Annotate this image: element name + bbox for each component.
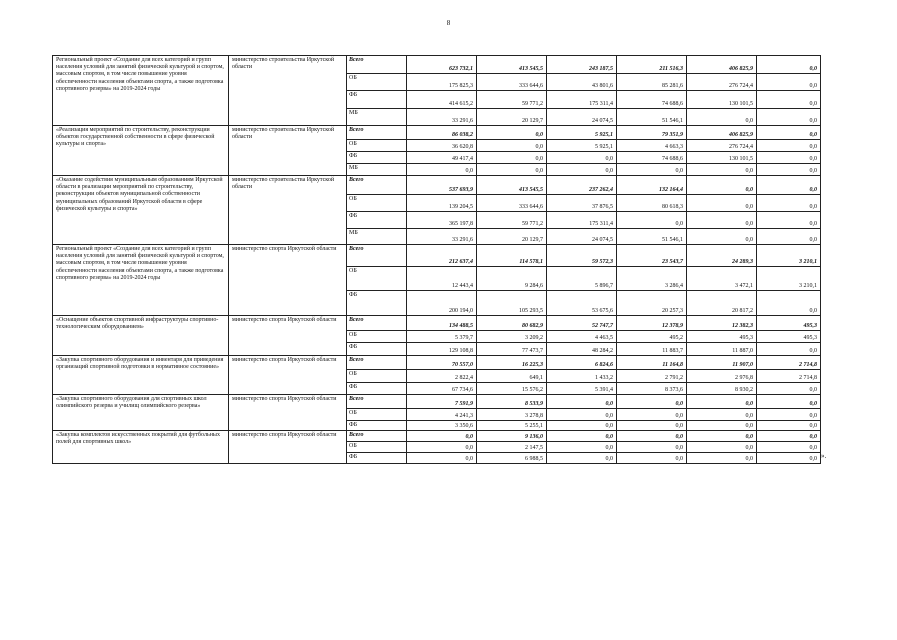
amount-cell: 0,0 bbox=[757, 431, 821, 442]
amount-cell: 0,0 bbox=[547, 442, 617, 453]
amount-cell: 3 210,1 bbox=[757, 245, 821, 267]
amount-cell: 24 074,5 bbox=[547, 109, 617, 126]
amount-cell: 37 876,5 bbox=[547, 195, 617, 212]
closing-quote-mark: ». bbox=[821, 452, 827, 460]
activity-description: Региональный проект «Создание для всех категорий и групп населения условий для занятий физической культурой и спортом, массовым спортом, в том числе повышение уровня обеспеченности населения объектами спорта, а также подготовка спортивного резерва» на 2019-2024 годы bbox=[53, 56, 229, 126]
amount-cell: 0,0 bbox=[407, 453, 477, 464]
amount-cell: 0,0 bbox=[757, 91, 821, 109]
amount-cell: 175 311,4 bbox=[547, 91, 617, 109]
amount-cell: 6 824,6 bbox=[547, 356, 617, 370]
amount-cell: 5 255,1 bbox=[477, 421, 547, 431]
amount-cell: 4 241,3 bbox=[407, 409, 477, 421]
funding-source: МБ bbox=[347, 109, 407, 126]
amount-cell: 2 714,8 bbox=[757, 356, 821, 370]
amount-cell: 33 291,6 bbox=[407, 229, 477, 245]
amount-cell: 77 473,7 bbox=[477, 343, 547, 356]
amount-cell: 0,0 bbox=[547, 409, 617, 421]
amount-cell: 649,1 bbox=[477, 370, 547, 383]
funding-source: Всего bbox=[347, 356, 407, 370]
amount-cell: 0,0 bbox=[687, 164, 757, 176]
amount-cell: 0,0 bbox=[547, 395, 617, 409]
amount-cell: 0,0 bbox=[687, 176, 757, 195]
amount-cell: 0,0 bbox=[757, 453, 821, 464]
amount-cell: 0,0 bbox=[757, 343, 821, 356]
amount-cell: 0,0 bbox=[757, 395, 821, 409]
amount-cell: 16 225,3 bbox=[477, 356, 547, 370]
amount-cell: 0,0 bbox=[547, 453, 617, 464]
amount-cell: 20 257,3 bbox=[617, 291, 687, 316]
activity-description: «Оказание содействия муниципальным образованиям Иркутской области в реализации мероприятий по строительству, реконструкции объектов муниципальной собственности муниципальных образований Иркутской области в сфере физической культуры и спорта» bbox=[53, 176, 229, 245]
amount-cell: 0,0 bbox=[477, 126, 547, 140]
amount-cell: 0,0 bbox=[757, 442, 821, 453]
amount-cell: 11 883,7 bbox=[617, 343, 687, 356]
amount-cell: 3 472,1 bbox=[687, 267, 757, 291]
amount-cell: 0,0 bbox=[757, 409, 821, 421]
amount-cell: 8 930,2 bbox=[687, 383, 757, 395]
responsible-organization: министерство строительства Иркутской области bbox=[229, 176, 347, 245]
amount-cell: 5 925,1 bbox=[547, 140, 617, 152]
funding-source: МБ bbox=[347, 229, 407, 245]
amount-cell: 23 543,7 bbox=[617, 245, 687, 267]
amount-cell: 79 351,9 bbox=[617, 126, 687, 140]
amount-cell: 6 988,5 bbox=[477, 453, 547, 464]
amount-cell: 212 637,4 bbox=[407, 245, 477, 267]
amount-cell: 9 284,6 bbox=[477, 267, 547, 291]
responsible-organization: министерство строительства Иркутской области bbox=[229, 56, 347, 126]
amount-cell: 175 825,3 bbox=[407, 74, 477, 91]
amount-cell: 0,0 bbox=[757, 74, 821, 91]
amount-cell: 129 108,8 bbox=[407, 343, 477, 356]
amount-cell: 51 546,1 bbox=[617, 229, 687, 245]
amount-cell: 59 572,3 bbox=[547, 245, 617, 267]
amount-cell: 1 433,2 bbox=[547, 370, 617, 383]
amount-cell: 0,0 bbox=[617, 409, 687, 421]
amount-cell: 130 101,5 bbox=[687, 91, 757, 109]
amount-cell: 48 284,2 bbox=[547, 343, 617, 356]
amount-cell: 49 417,4 bbox=[407, 152, 477, 164]
funding-source: Всего bbox=[347, 316, 407, 331]
amount-cell: 11 887,0 bbox=[687, 343, 757, 356]
amount-cell: 0,0 bbox=[757, 421, 821, 431]
table-row bbox=[53, 395, 821, 409]
amount-cell: 12 378,9 bbox=[617, 316, 687, 331]
funding-source: Всего bbox=[347, 56, 407, 74]
amount-cell: 85 281,6 bbox=[617, 74, 687, 91]
amount-cell: 0,0 bbox=[407, 442, 477, 453]
amount-cell: 495,3 bbox=[757, 316, 821, 331]
amount-cell: 0,0 bbox=[757, 229, 821, 245]
amount-cell: 237 262,4 bbox=[547, 176, 617, 195]
responsible-organization: министерство спорта Иркутской области bbox=[229, 431, 347, 464]
amount-cell: 0,0 bbox=[617, 395, 687, 409]
amount-cell: 0,0 bbox=[687, 431, 757, 442]
table-row bbox=[53, 176, 821, 195]
amount-cell: 4 663,3 bbox=[617, 140, 687, 152]
amount-cell: 70 557,0 bbox=[407, 356, 477, 370]
amount-cell: 5 379,7 bbox=[407, 331, 477, 343]
amount-cell: 0,0 bbox=[757, 176, 821, 195]
amount-cell: 276 724,4 bbox=[687, 74, 757, 91]
funding-source: Всего bbox=[347, 245, 407, 267]
amount-cell: 15 576,2 bbox=[477, 383, 547, 395]
amount-cell: 175 311,4 bbox=[547, 212, 617, 229]
funding-source: Всего bbox=[347, 126, 407, 140]
amount-cell: 11 164,8 bbox=[617, 356, 687, 370]
funding-source: ФБ bbox=[347, 343, 407, 356]
amount-cell: 2 714,8 bbox=[757, 370, 821, 383]
amount-cell: 495,3 bbox=[757, 331, 821, 343]
responsible-organization: министерство спорта Иркутской области bbox=[229, 316, 347, 356]
amount-cell: 0,0 bbox=[617, 431, 687, 442]
amount-cell: 2 791,2 bbox=[617, 370, 687, 383]
amount-cell: 0,0 bbox=[547, 152, 617, 164]
funding-source: Всего bbox=[347, 431, 407, 442]
amount-cell: 3 210,1 bbox=[757, 267, 821, 291]
budget-table bbox=[52, 55, 821, 464]
amount-cell: 276 724,4 bbox=[687, 140, 757, 152]
amount-cell: 51 546,1 bbox=[617, 109, 687, 126]
page-number: 8 bbox=[446, 19, 451, 27]
amount-cell: 20 817,2 bbox=[687, 291, 757, 316]
amount-cell: 132 164,4 bbox=[617, 176, 687, 195]
amount-cell: 0,0 bbox=[617, 421, 687, 431]
amount-cell: 333 644,6 bbox=[477, 195, 547, 212]
amount-cell: 0,0 bbox=[687, 453, 757, 464]
amount-cell: 0,0 bbox=[547, 164, 617, 176]
amount-cell: 114 578,1 bbox=[477, 245, 547, 267]
amount-cell: 0,0 bbox=[757, 212, 821, 229]
amount-cell: 0,0 bbox=[407, 164, 477, 176]
amount-cell: 11 907,0 bbox=[687, 356, 757, 370]
amount-cell: 0,0 bbox=[547, 421, 617, 431]
amount-cell: 24 289,3 bbox=[687, 245, 757, 267]
amount-cell: 7 591,9 bbox=[407, 395, 477, 409]
amount-cell: 5 896,7 bbox=[547, 267, 617, 291]
amount-cell: 0,0 bbox=[757, 126, 821, 140]
amount-cell: 0,0 bbox=[757, 195, 821, 212]
responsible-organization: министерство спорта Иркутской области bbox=[229, 356, 347, 395]
amount-cell: 24 074,5 bbox=[547, 229, 617, 245]
amount-cell: 0,0 bbox=[757, 56, 821, 74]
amount-cell: 0,0 bbox=[687, 212, 757, 229]
amount-cell: 495,2 bbox=[617, 331, 687, 343]
table-row bbox=[53, 316, 821, 331]
amount-cell: 243 187,5 bbox=[547, 56, 617, 74]
funding-source: ФБ bbox=[347, 291, 407, 316]
amount-cell: 0,0 bbox=[477, 152, 547, 164]
amount-cell: 53 675,6 bbox=[547, 291, 617, 316]
amount-cell: 59 771,2 bbox=[477, 212, 547, 229]
funding-source: МБ bbox=[347, 164, 407, 176]
amount-cell: 406 825,9 bbox=[687, 126, 757, 140]
funding-source: ОБ bbox=[347, 140, 407, 152]
amount-cell: 52 747,7 bbox=[547, 316, 617, 331]
amount-cell: 12 382,3 bbox=[687, 316, 757, 331]
amount-cell: 5 925,1 bbox=[547, 126, 617, 140]
amount-cell: 139 204,5 bbox=[407, 195, 477, 212]
amount-cell: 211 516,3 bbox=[617, 56, 687, 74]
amount-cell: 3 286,4 bbox=[617, 267, 687, 291]
activity-description: «Оснащение объектов спортивной инфраструктуры спортивно-технологическим оборудованием» bbox=[53, 316, 229, 356]
funding-source: ОБ bbox=[347, 370, 407, 383]
amount-cell: 0,0 bbox=[757, 109, 821, 126]
funding-source: ОБ bbox=[347, 409, 407, 421]
funding-source: ФБ bbox=[347, 152, 407, 164]
amount-cell: 12 443,4 bbox=[407, 267, 477, 291]
amount-cell: 0,0 bbox=[687, 421, 757, 431]
amount-cell: 67 734,6 bbox=[407, 383, 477, 395]
amount-cell: 2 822,4 bbox=[407, 370, 477, 383]
amount-cell: 0,0 bbox=[687, 109, 757, 126]
amount-cell: 59 771,2 bbox=[477, 91, 547, 109]
amount-cell: 0,0 bbox=[757, 140, 821, 152]
activity-description: «Реализация мероприятий по строительству, реконструкции объектов государственной собственности в сфере физической культуры и спорта» bbox=[53, 126, 229, 176]
table-row bbox=[53, 56, 821, 74]
amount-cell: 413 545,5 bbox=[477, 56, 547, 74]
amount-cell: 2 147,5 bbox=[477, 442, 547, 453]
amount-cell: 0,0 bbox=[477, 164, 547, 176]
amount-cell: 406 825,9 bbox=[687, 56, 757, 74]
responsible-organization: министерство спорта Иркутской области bbox=[229, 245, 347, 316]
amount-cell: 0,0 bbox=[757, 291, 821, 316]
activity-description: «Закупка комплектов искусственных покрытий для футбольных полей для спортивных школ» bbox=[53, 431, 229, 464]
amount-cell: 0,0 bbox=[757, 164, 821, 176]
amount-cell: 0,0 bbox=[757, 152, 821, 164]
amount-cell: 74 688,6 bbox=[617, 91, 687, 109]
table-body bbox=[53, 56, 821, 464]
activity-description: Региональный проект «Создание для всех категорий и групп населения условий для занятий физической культурой и спортом, массовым спортом, в том числе повышение уровня обеспеченности населения объектами спорта, а также подготовка спортивного резерва» на 2019-2024 годы bbox=[53, 245, 229, 316]
funding-source: ОБ bbox=[347, 267, 407, 291]
amount-cell: 200 194,0 bbox=[407, 291, 477, 316]
amount-cell: 333 644,6 bbox=[477, 74, 547, 91]
funding-source: Всего bbox=[347, 395, 407, 409]
funding-source: ФБ bbox=[347, 212, 407, 229]
amount-cell: 537 693,9 bbox=[407, 176, 477, 195]
amount-cell: 80 618,3 bbox=[617, 195, 687, 212]
table-row bbox=[53, 245, 821, 267]
amount-cell: 0,0 bbox=[477, 140, 547, 152]
amount-cell: 623 732,1 bbox=[407, 56, 477, 74]
amount-cell: 0,0 bbox=[687, 395, 757, 409]
amount-cell: 0,0 bbox=[617, 442, 687, 453]
amount-cell: 134 488,5 bbox=[407, 316, 477, 331]
activity-description: «Закупка спортивного оборудования и инвентаря для приведения организаций спортивной подготовки в нормативное состояние» bbox=[53, 356, 229, 395]
funding-source: ФБ bbox=[347, 383, 407, 395]
amount-cell: 8 373,6 bbox=[617, 383, 687, 395]
funding-source: ОБ bbox=[347, 442, 407, 453]
amount-cell: 495,3 bbox=[687, 331, 757, 343]
amount-cell: 8 533,9 bbox=[477, 395, 547, 409]
amount-cell: 0,0 bbox=[617, 164, 687, 176]
amount-cell: 43 801,6 bbox=[547, 74, 617, 91]
amount-cell: 86 038,2 bbox=[407, 126, 477, 140]
amount-cell: 0,0 bbox=[407, 431, 477, 442]
funding-source: ОБ bbox=[347, 331, 407, 343]
funding-source: ФБ bbox=[347, 453, 407, 464]
table-row bbox=[53, 431, 821, 442]
amount-cell: 5 391,4 bbox=[547, 383, 617, 395]
activity-description: «Закупка спортивного оборудования для спортивных школ олимпийского резерва и училищ олимпийского резерва» bbox=[53, 395, 229, 431]
responsible-organization: министерство спорта Иркутской области bbox=[229, 395, 347, 431]
amount-cell: 0,0 bbox=[687, 229, 757, 245]
amount-cell: 0,0 bbox=[547, 431, 617, 442]
amount-cell: 74 688,6 bbox=[617, 152, 687, 164]
funding-source: Всего bbox=[347, 176, 407, 195]
amount-cell: 9 136,0 bbox=[477, 431, 547, 442]
amount-cell: 105 293,5 bbox=[477, 291, 547, 316]
funding-source: ФБ bbox=[347, 91, 407, 109]
amount-cell: 0,0 bbox=[757, 383, 821, 395]
funding-source: ОБ bbox=[347, 74, 407, 91]
amount-cell: 33 291,6 bbox=[407, 109, 477, 126]
table-row bbox=[53, 126, 821, 140]
amount-cell: 20 129,7 bbox=[477, 109, 547, 126]
responsible-organization: министерство строительства Иркутской области bbox=[229, 126, 347, 176]
funding-source: ФБ bbox=[347, 421, 407, 431]
amount-cell: 3 350,6 bbox=[407, 421, 477, 431]
amount-cell: 0,0 bbox=[687, 195, 757, 212]
amount-cell: 36 620,8 bbox=[407, 140, 477, 152]
amount-cell: 130 101,5 bbox=[687, 152, 757, 164]
amount-cell: 20 129,7 bbox=[477, 229, 547, 245]
amount-cell: 414 615,2 bbox=[407, 91, 477, 109]
funding-source: ОБ bbox=[347, 195, 407, 212]
amount-cell: 365 197,8 bbox=[407, 212, 477, 229]
amount-cell: 80 682,9 bbox=[477, 316, 547, 331]
amount-cell: 0,0 bbox=[617, 453, 687, 464]
amount-cell: 413 545,5 bbox=[477, 176, 547, 195]
amount-cell: 3 209,2 bbox=[477, 331, 547, 343]
amount-cell: 0,0 bbox=[687, 409, 757, 421]
amount-cell: 0,0 bbox=[687, 442, 757, 453]
amount-cell: 0,0 bbox=[617, 212, 687, 229]
amount-cell: 4 463,5 bbox=[547, 331, 617, 343]
amount-cell: 3 278,8 bbox=[477, 409, 547, 421]
table-row bbox=[53, 356, 821, 370]
amount-cell: 2 976,8 bbox=[687, 370, 757, 383]
